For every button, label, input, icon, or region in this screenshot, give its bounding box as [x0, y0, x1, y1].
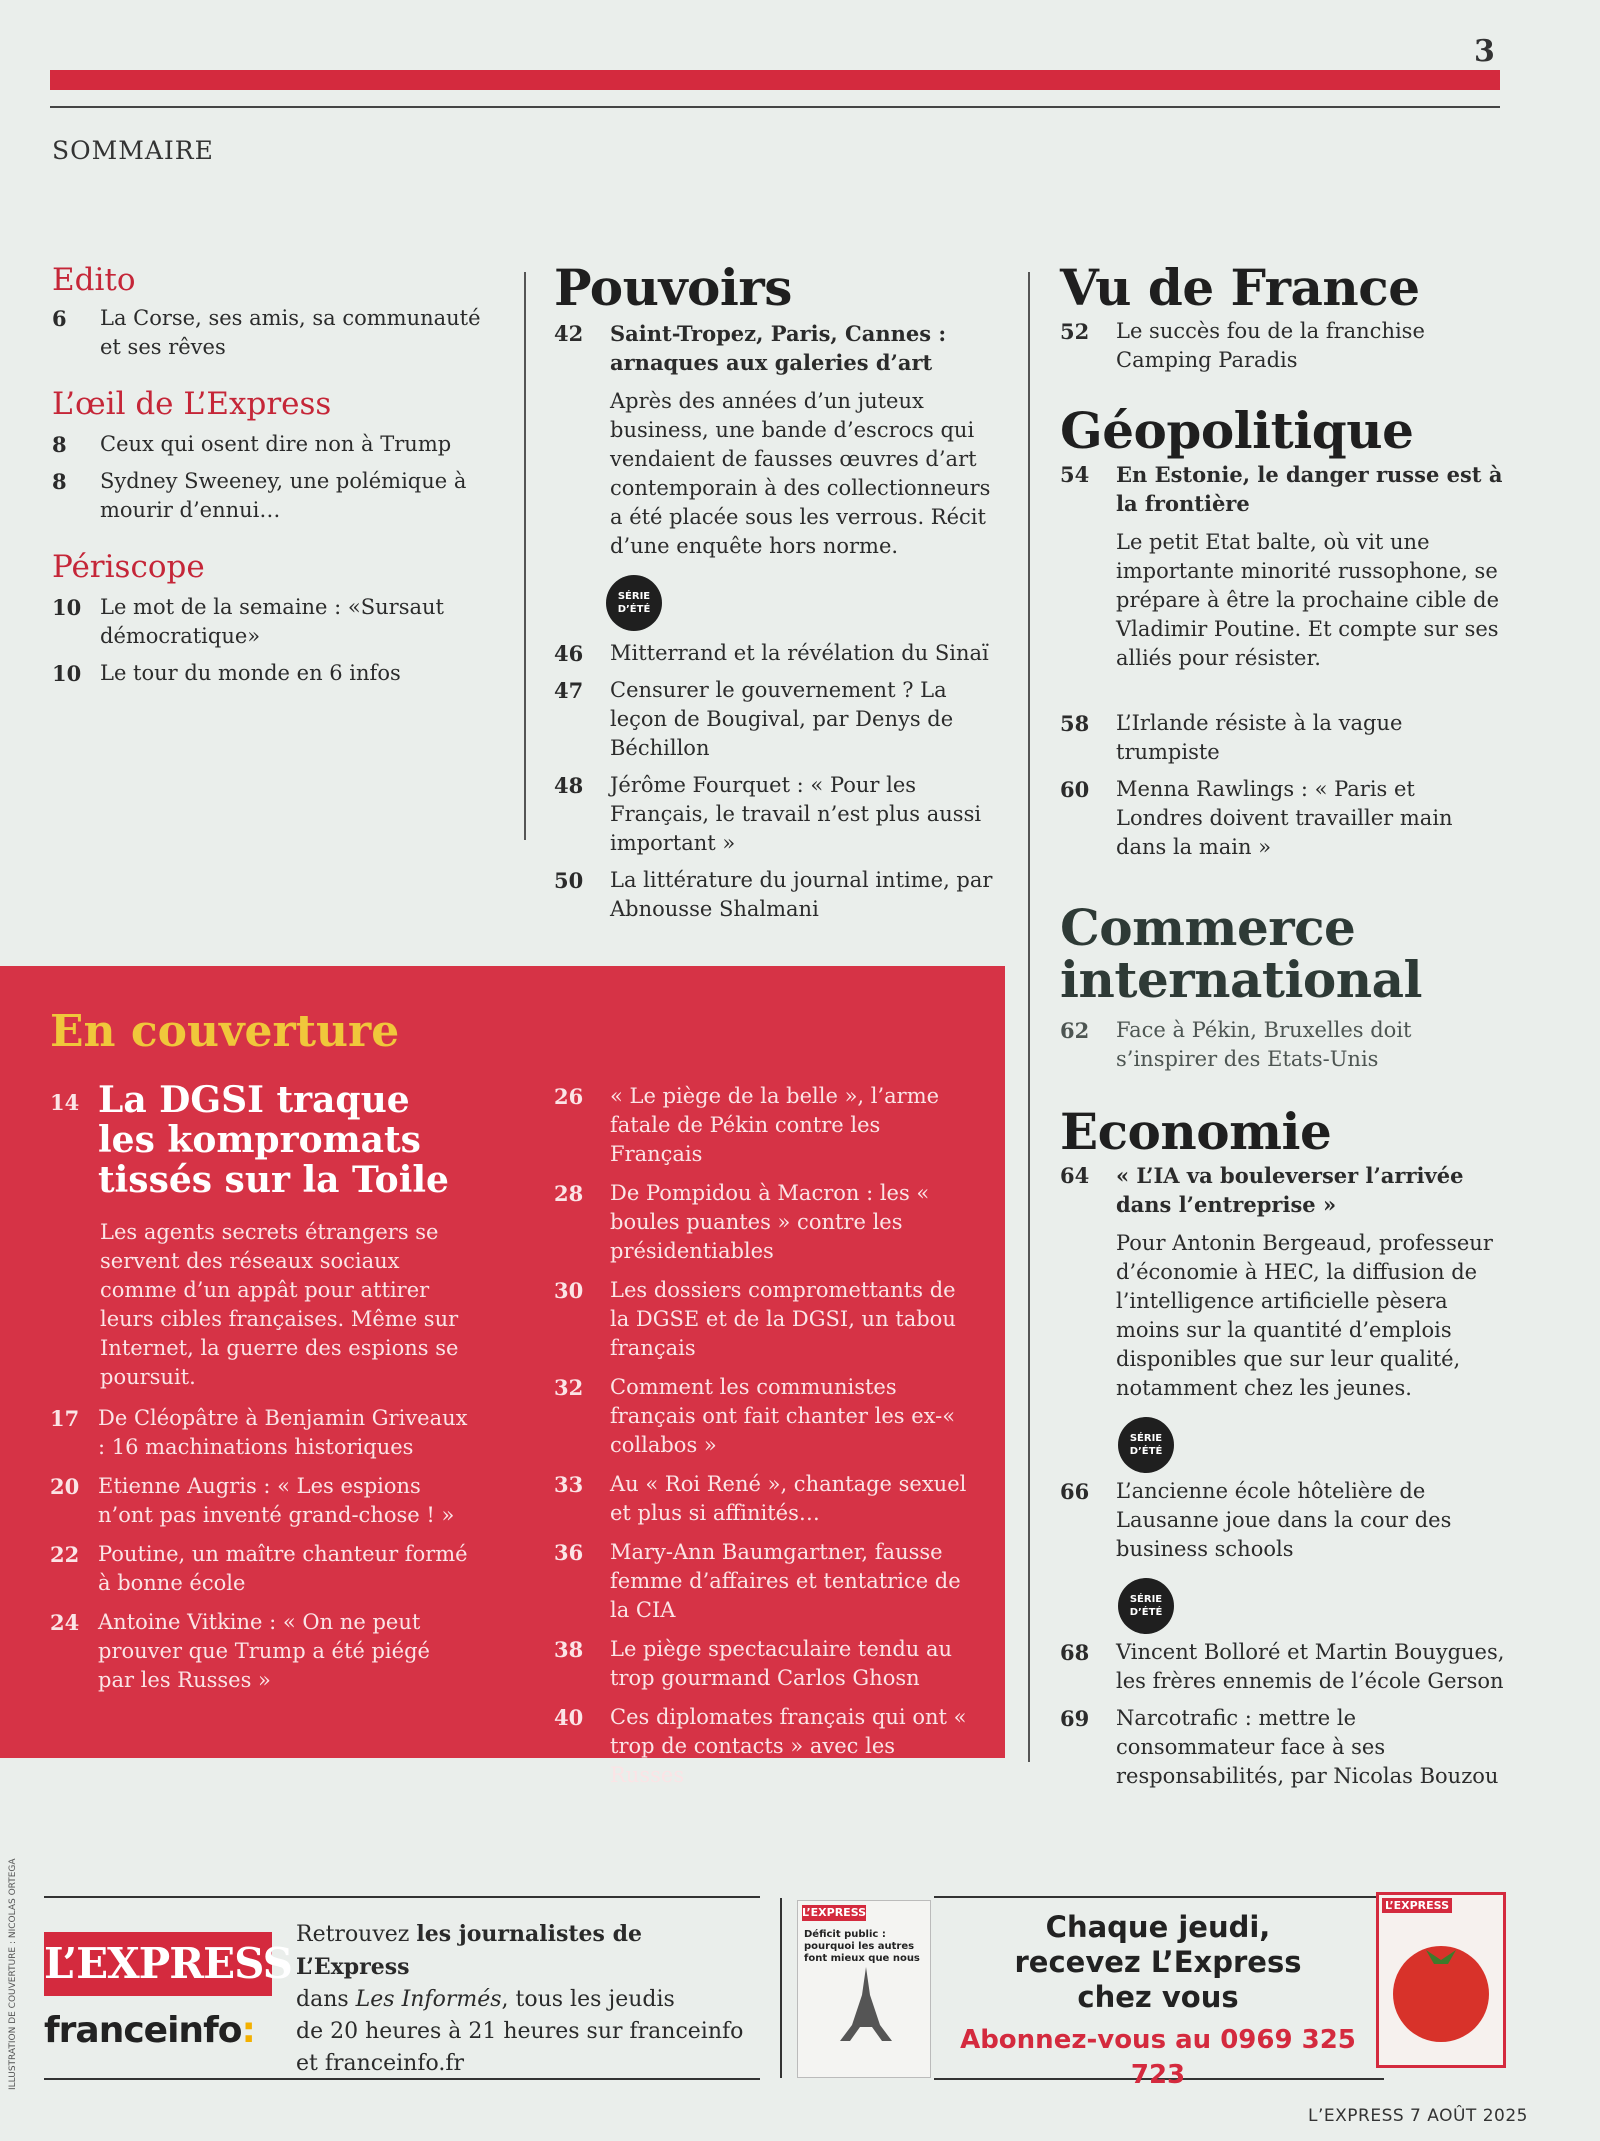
entry-title: Le mot de la semaine : «Sursaut démocratique»: [100, 595, 444, 648]
entry-title: De Pompidou à Macron : les « boules puantes » contre les présidentiables: [610, 1181, 930, 1263]
entry-title: Vincent Bolloré et Martin Bouygues, les frères ennemis de l’école Gerson: [1116, 1640, 1505, 1693]
entry-title: L’Irlande résiste à la vague trumpiste: [1116, 711, 1403, 764]
entry-title: Narcotrafic : mettre le consommateur face à ses responsabilités, par Nicolas Bouzou: [1116, 1706, 1499, 1788]
tomato-icon: [1386, 1922, 1496, 2050]
section-economie-title: Economie: [1060, 1102, 1332, 1161]
lead-entry[interactable]: [1060, 1161, 1506, 1219]
toc-entry[interactable]: [50, 1608, 470, 1695]
toc-entry[interactable]: [52, 593, 492, 651]
promo-line: et franceinfo.fr: [296, 2051, 464, 2076]
lead-entry[interactable]: [1060, 460, 1506, 518]
entry-title: Face à Pékin, Bruxelles doit s’inspirer des Etats-Unis: [1116, 1018, 1412, 1071]
page-ref: 46: [554, 641, 584, 666]
toc-entry[interactable]: [554, 1538, 974, 1625]
badge-line: D’ÉTÉ: [1129, 1446, 1163, 1457]
serie-ete-badge: [1118, 1578, 1174, 1634]
subscribe-phone-link[interactable]: Abonnez-vous au 0969 325 723: [960, 2025, 1356, 2090]
page-ref: 38: [554, 1637, 584, 1662]
section-vu-de-france-title: Vu de France: [1060, 258, 1420, 317]
page-ref: 32: [554, 1375, 584, 1400]
entry-title: Mitterrand et la révélation du Sinaï: [610, 641, 989, 665]
page-ref: 6: [52, 306, 67, 331]
toc-entry[interactable]: [554, 1703, 974, 1790]
toc-entry[interactable]: [52, 659, 492, 688]
toc-entry[interactable]: [554, 771, 994, 858]
magazine-cover-thumbnail-2[interactable]: [1376, 1892, 1506, 2068]
entry-title: Au « Roi René », chantage sexuel et plus si affinités…: [610, 1472, 967, 1525]
edition-date: L’EXPRESS 7 AOÛT 2025: [1308, 2106, 1528, 2126]
page-ref: 62: [1060, 1018, 1090, 1043]
promo-text: dans: [296, 1987, 356, 2012]
toc-entry[interactable]: [554, 1373, 974, 1460]
lead-description: Les agents secrets étrangers se servent des réseaux sociaux comme d’un appât pour attirer leurs cibles françaises. Même sur Internet, la guerre des espions se poursuit.: [100, 1220, 459, 1389]
column-divider-left: [524, 272, 526, 840]
toc-entry[interactable]: [1060, 1477, 1506, 1564]
toc-entry[interactable]: [554, 1470, 974, 1528]
eiffel-tower-icon: [826, 1965, 906, 2043]
section-couverture-title: En couverture: [50, 1006, 400, 1057]
toc-entry[interactable]: [554, 1179, 974, 1266]
page-ref: 10: [52, 595, 82, 620]
lead-description: Pour Antonin Bergeaud, professeur d’économie à HEC, la diffusion de l’intelligence artificielle pèsera moins sur la quantité d’emplois disponibles que sur leur qualité, notamment chez les jeunes.: [1116, 1231, 1493, 1400]
badge-line: SÉRIE: [1129, 1433, 1163, 1444]
page-ref: 22: [50, 1542, 80, 1567]
page-ref: 50: [554, 868, 584, 893]
promo-text: Retrouvez: [296, 1922, 417, 1947]
entry-title: Saint-Tropez, Paris, Cannes : arnaques aux galeries d’art: [610, 321, 947, 375]
cover-left-column: [50, 1080, 470, 1695]
entry-title: Ceux qui osent dire non à Trump: [100, 432, 452, 456]
badge-line: D’ÉTÉ: [617, 604, 651, 615]
mag-headline: Déficit public : pourquoi les autres font mieux que nous: [804, 1929, 920, 1964]
page-ref: 68: [1060, 1640, 1090, 1665]
entry-title: Menna Rawlings : « Paris et Londres doivent travailler main dans la main »: [1116, 777, 1453, 859]
entry-title: En Estonie, le danger russe est à la frontière: [1116, 462, 1503, 516]
page-ref: 40: [554, 1705, 584, 1730]
toc-entry[interactable]: [554, 1276, 974, 1363]
entry-title: Le piège spectaculaire tendu au trop gourmand Carlos Ghosn: [610, 1637, 953, 1690]
entry-title: Censurer le gouvernement ? La leçon de Bougival, par Denys de Béchillon: [610, 678, 954, 760]
page-ref: 17: [50, 1406, 80, 1431]
toc-entry[interactable]: [52, 430, 492, 459]
toc-entry[interactable]: [554, 639, 994, 668]
entry-title: De Cléopâtre à Benjamin Griveaux : 16 machinations historiques: [98, 1406, 468, 1459]
entry-title: L’ancienne école hôtelière de Lausanne joue dans la cour des business schools: [1116, 1479, 1452, 1561]
section-title-line: international: [1060, 950, 1423, 1009]
promo-line: [296, 1984, 756, 2016]
toc-entry[interactable]: [1060, 1016, 1506, 1074]
footer-divider: [780, 1898, 782, 2078]
toc-entry[interactable]: [554, 676, 994, 763]
section-periscope-title: Périscope: [52, 549, 205, 585]
page-ref: 24: [50, 1610, 80, 1635]
promo-bold: les journalistes de L’Express: [296, 1921, 642, 1980]
toc-entry[interactable]: [50, 1404, 470, 1462]
toc-entry[interactable]: [554, 1082, 974, 1169]
promo-line: de 20 heures à 21 heures sur franceinfo: [296, 2019, 744, 2044]
page-ref: 14: [50, 1090, 80, 1115]
toc-entry[interactable]: [52, 467, 492, 525]
entry-title: Antoine Vitkine : « On ne peut prouver que Trump a été piégé par les Russes »: [98, 1610, 430, 1692]
toc-entry[interactable]: [1060, 317, 1506, 375]
toc-entry[interactable]: [554, 1635, 974, 1693]
entry-title: Ces diplomates français qui ont « trop de contacts » avec les Russes: [610, 1705, 967, 1787]
entry-title: Mary-Ann Baumgartner, fausse femme d’affaires et tentatrice de la CIA: [610, 1540, 961, 1622]
entry-title: Les dossiers compromettants de la DGSE et de la DGSI, un tabou français: [610, 1278, 956, 1360]
lexpress-logo: L’EXPRESS: [44, 1932, 272, 1996]
page-ref: 58: [1060, 711, 1090, 736]
header-rule: [50, 106, 1500, 108]
page-ref: 33: [554, 1472, 584, 1497]
offer-line: recevez L’Express: [1014, 1945, 1302, 1979]
franceinfo-promo: [296, 1918, 756, 2080]
pouvoirs-column: [554, 258, 994, 924]
footer-rule: [934, 1896, 1384, 1898]
page-ref: 8: [52, 432, 67, 457]
serie-ete-badge: [606, 575, 662, 631]
promo-text: , tous les jeudis: [501, 1987, 675, 2012]
toc-entry[interactable]: [50, 1540, 470, 1598]
sommaire-label: SOMMAIRE: [52, 136, 214, 165]
page-ref: 52: [1060, 319, 1090, 344]
page-ref: 66: [1060, 1479, 1090, 1504]
section-edito-title: Edito: [52, 262, 136, 298]
column-divider-right: [1028, 272, 1030, 1762]
toc-entry[interactable]: [50, 1472, 470, 1530]
page-ref: 48: [554, 773, 584, 798]
promo-line: [296, 1918, 756, 1984]
lead-description: Le petit Etat balte, où vit une importante minorité russophone, se prépare à être la prochaine cible de Vladimir Poutine. Et compte sur ses alliés pour résister.: [1116, 530, 1500, 670]
toc-entry[interactable]: [554, 866, 994, 924]
entry-title: Le tour du monde en 6 infos: [100, 661, 401, 685]
entry-title: « Le piège de la belle », l’arme fatale de Pékin contre les Français: [610, 1084, 940, 1166]
credit-text: ILLUSTRATION DE COUVERTURE : NICOLAS ORTEGA: [8, 1858, 18, 2090]
serie-ete-badge: [1118, 1417, 1174, 1473]
page-ref: 30: [554, 1278, 584, 1303]
entry-title: Poutine, un maître chanteur formé à bonne école: [98, 1542, 468, 1595]
toc-entry[interactable]: [52, 304, 492, 362]
entry-title: La DGSI traque les kompromats tissés sur la Toile: [98, 1079, 449, 1201]
page-ref: 28: [554, 1181, 584, 1206]
lead-entry[interactable]: [50, 1080, 470, 1200]
offer-line: Chaque jeudi,: [1045, 1910, 1271, 1944]
section-pouvoirs-title: Pouvoirs: [554, 258, 792, 317]
franceinfo-wordmark: franceinfo: [44, 2010, 242, 2051]
toc-entry[interactable]: [1060, 775, 1506, 862]
mag-logo: L’EXPRESS: [802, 1906, 867, 1919]
entry-title: La littérature du journal intime, par Abnousse Shalmani: [610, 868, 993, 921]
badge-line: SÉRIE: [1129, 1594, 1163, 1605]
right-column: [1060, 258, 1506, 1791]
entry-title: Jérôme Fourquet : « Pour les Français, le travail n’est plus aussi important »: [610, 773, 982, 855]
toc-entry[interactable]: [1060, 1638, 1506, 1696]
page-ref: 20: [50, 1474, 80, 1499]
cover-story-box: [0, 966, 1005, 1787]
badge-line: SÉRIE: [617, 591, 651, 602]
entry-title: La Corse, ses amis, sa communauté et ses rêves: [100, 306, 481, 359]
lead-description: Après des années d’un juteux business, une bande d’escrocs qui vendaient de fausses œuvres d’art contemporain à des collectionneurs a été placée sous les verrous. Récit d’une enquête hors norme.: [610, 389, 991, 558]
lead-entry[interactable]: [554, 319, 994, 377]
section-geopolitique-title: Géopolitique: [1060, 401, 1414, 460]
page-ref: 26: [554, 1084, 584, 1109]
entry-title: Comment les communistes français ont fait chanter les ex-« collabos »: [610, 1375, 956, 1457]
promo-italic: Les Informés: [355, 1987, 502, 2012]
offer-line: chez vous: [1077, 1980, 1239, 2014]
page-ref: 60: [1060, 777, 1090, 802]
section-oeil-title: L’œil de L’Express: [52, 386, 332, 422]
badge-line: D’ÉTÉ: [1129, 1607, 1163, 1618]
page-ref: 42: [554, 321, 584, 346]
subscription-offer: [938, 1910, 1378, 2093]
mag-logo: L’EXPRESS: [1382, 1898, 1452, 1913]
magazine-cover-thumbnail[interactable]: [797, 1900, 931, 2078]
page-ref: 54: [1060, 462, 1090, 487]
cover-credit: [8, 1858, 30, 2090]
page-ref: 10: [52, 661, 82, 686]
page-number: 3: [1474, 34, 1495, 69]
section-title-line: Commerce: [1060, 898, 1356, 957]
entry-title: « L’IA va bouleverser l’arrivée dans l’entreprise »: [1116, 1163, 1464, 1217]
entry-title: Etienne Augris : « Les espions n’ont pas inventé grand-chose ! »: [98, 1474, 455, 1527]
footer-rule: [44, 1896, 760, 1898]
section-commerce-title: [1060, 898, 1506, 1009]
page-ref: 47: [554, 678, 584, 703]
entry-title: Le succès fou de la franchise Camping Paradis: [1116, 319, 1425, 372]
page-ref: 69: [1060, 1706, 1090, 1731]
page-ref: 36: [554, 1540, 584, 1565]
toc-entry[interactable]: [1060, 1704, 1506, 1791]
page-ref: 64: [1060, 1163, 1090, 1188]
franceinfo-colon: :: [241, 2010, 255, 2051]
franceinfo-logo: [44, 2010, 255, 2051]
cover-right-column: [554, 1082, 974, 1790]
toc-entry[interactable]: [1060, 709, 1506, 767]
left-column: [52, 262, 492, 688]
entry-title: Sydney Sweeney, une polémique à mourir d’ennui…: [100, 469, 467, 522]
header-red-bar: [50, 70, 1500, 90]
page-ref: 8: [52, 469, 67, 494]
